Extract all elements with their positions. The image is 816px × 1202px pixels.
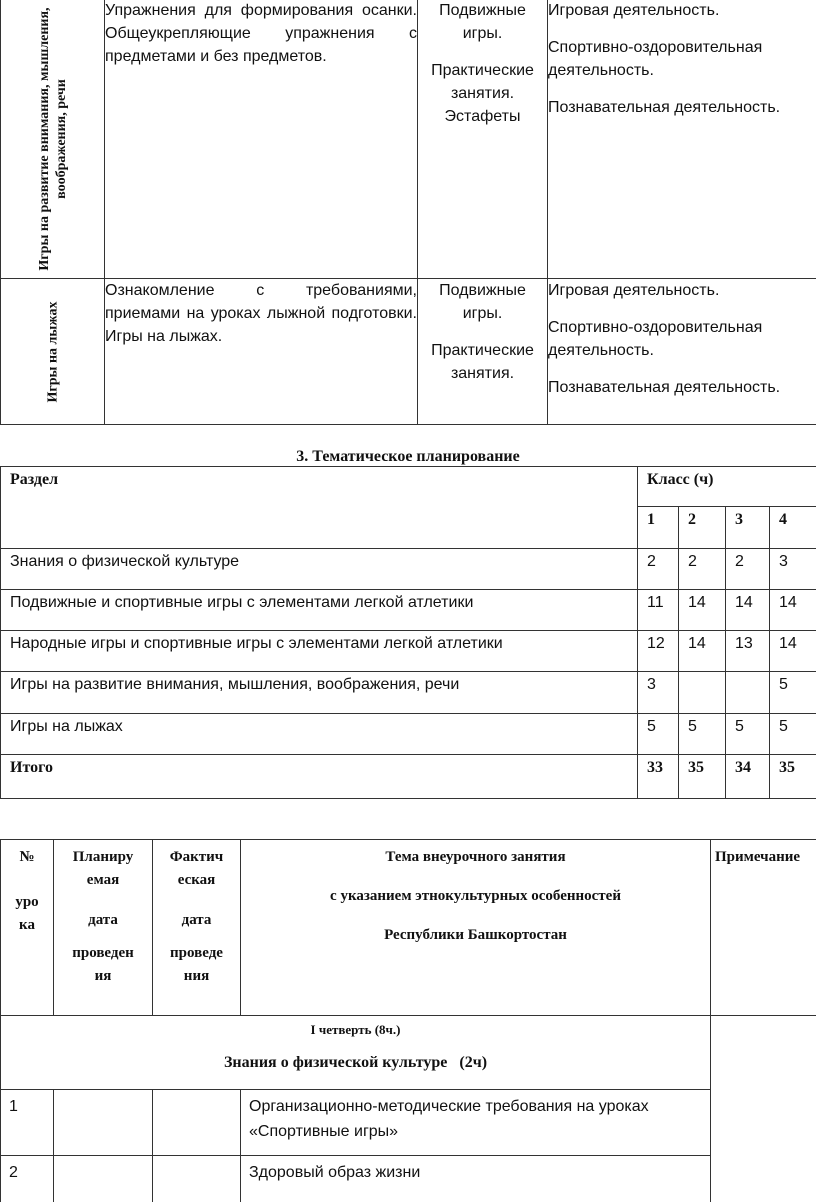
header-num-line: уро ка [15,894,39,933]
header-actual-line: проведе ния [170,945,223,984]
header-num [1,840,54,1016]
table-row [1,549,816,590]
forms-cell [418,279,548,425]
row-value: 5 [770,672,816,714]
section-cell [1,279,105,425]
row-value: 12 [638,631,679,672]
row-name: Знания о физической культуре [1,549,638,590]
row-value: 2 [638,549,679,590]
section-label: Игры на развитие внимания, мышления, воображения, речи [36,6,69,271]
row-name: Народные игры и спортивные игры с элементами легкой атлетики [1,631,638,672]
table-header-row [1,467,816,507]
forms-cell [418,0,548,279]
total-row [1,755,816,799]
header-planned-line: дата [88,912,118,928]
header-actual-line: Фактич еская [169,849,224,888]
grade-header: 3 [726,507,770,549]
header-topic-line: Республики Башкортостан [384,927,567,943]
total-value: 35 [770,755,816,799]
form-item: Практические занятия. Эстафеты [431,62,534,125]
header-topic-line: с указанием этнокультурных особенностей [330,888,621,904]
activity-item: Игровая деятельность. [548,2,720,19]
header-planned-date [54,840,153,1016]
header-notes-line: Примечание [715,849,801,865]
row-value: 14 [770,590,816,631]
row-value [679,672,726,714]
activity-item: Спортивно-оздоровительная деятельность. [548,319,763,359]
table-row [1,279,816,425]
quarter-row [1,1016,816,1090]
row-name: Игры на лыжах [1,714,638,755]
activity-item: Игровая деятельность. [548,282,720,299]
row-value: 5 [638,714,679,755]
lesson-num: 1 [1,1090,54,1156]
activities-cell [548,279,816,425]
table-row [1,631,816,672]
activities-cell [548,0,816,279]
total-value: 35 [679,755,726,799]
row-value: 2 [726,549,770,590]
lesson-topic: Здоровый образ жизни [241,1156,711,1202]
grade-header: 1 [638,507,679,549]
row-value: 3 [638,672,679,714]
lesson-actual [153,1090,241,1156]
form-item: Подвижные игры. [439,2,526,42]
lessons-table [0,839,816,1202]
table-row [1,0,816,279]
row-value: 14 [679,590,726,631]
row-name: Игры на развитие внимания, мышления, воображения, речи [1,672,638,714]
header-topic-line: Тема внеурочного занятия [385,849,566,865]
lesson-num: 2 [1,1156,54,1202]
lesson-planned [54,1156,153,1202]
row-value: 5 [726,714,770,755]
row-value: 11 [638,590,679,631]
form-item: Практические занятия. [431,342,534,382]
row-value: 3 [770,549,816,590]
row-value: 14 [679,631,726,672]
row-value: 2 [679,549,726,590]
total-value: 34 [726,755,770,799]
section-heading: 3. Тематическое планирование [296,448,520,465]
row-value: 13 [726,631,770,672]
grade-header: 2 [679,507,726,549]
header-num-line: № [19,849,35,865]
header-class: Класс (ч) [638,467,816,507]
header-actual-date [153,840,241,1016]
table-row [1,714,816,755]
table-row [1,672,816,714]
row-value: 5 [679,714,726,755]
activity-item: Познавательная деятельность. [548,379,781,396]
grade-header: 4 [770,507,816,549]
content-cell: Упражнения для формирования осанки. Общеукрепляющие упражнения с предметами и без предметов. [105,0,418,279]
activities-table [0,0,816,425]
section-cell [1,0,105,279]
activity-item: Познавательная деятельность. [548,99,781,116]
activity-item: Спортивно-оздоровительная деятельность. [548,39,763,79]
lesson-topic: Организационно-методические требования на уроках «Спортивные игры» [241,1090,711,1156]
header-section: Раздел [1,467,638,549]
table-header-row [1,840,816,1016]
form-item: Подвижные игры. [439,282,526,322]
quarter-cell [1,1016,711,1090]
table-row [1,1090,816,1156]
lesson-actual [153,1156,241,1202]
total-value: 33 [638,755,679,799]
quarter-title: I четверть (8ч.) [310,1022,401,1037]
header-planned-line: проведен ия [72,945,134,984]
total-label: Итого [1,755,638,799]
table-row [1,1156,816,1202]
quarter-section: Знания о физической культуре (2ч) [223,1054,488,1071]
content-cell: Ознакомление с требованиями, приемами на уроках лыжной подготовки. Игры на лыжах. [105,279,418,425]
row-value: 5 [770,714,816,755]
row-value: 14 [726,590,770,631]
section-label: Игры на лыжах [45,301,60,402]
row-value [726,672,770,714]
table-row [1,590,816,631]
header-topic [241,840,711,1016]
thematic-table [0,466,816,799]
header-planned-line: Планиру емая [72,849,134,888]
header-notes [711,840,816,1016]
row-name: Подвижные и спортивные игры с элементами легкой атлетики [1,590,638,631]
row-value: 14 [770,631,816,672]
header-actual-line: дата [181,912,212,928]
lesson-planned [54,1090,153,1156]
notes-cell [711,1016,816,1202]
